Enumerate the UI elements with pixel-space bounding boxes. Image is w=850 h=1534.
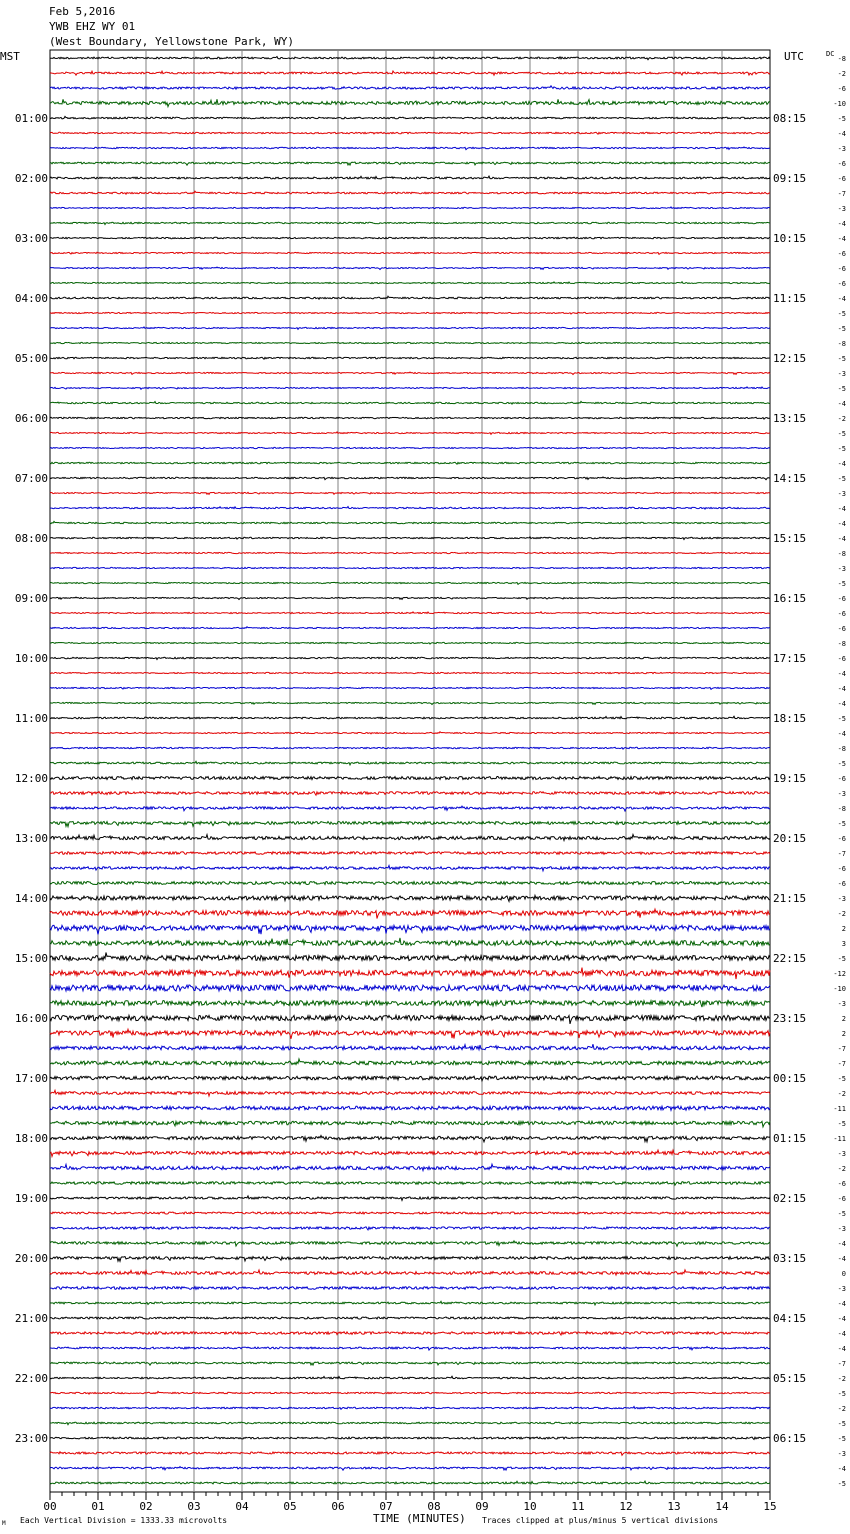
mst-hour-label: 19:00 <box>14 1192 48 1205</box>
mst-hour-label: 23:00 <box>14 1432 48 1445</box>
trace-line <box>50 132 770 134</box>
trace-line <box>50 1121 770 1127</box>
mst-hour-label: 20:00 <box>14 1252 48 1265</box>
dc-offset-label: -12 <box>833 970 846 978</box>
header-location: (West Boundary, Yellowstone Park, WY) <box>49 35 295 48</box>
trace-line <box>50 1029 770 1038</box>
mst-hour-label: 15:00 <box>14 952 48 965</box>
dc-offset-label: -4 <box>837 1315 846 1323</box>
utc-hour-label: 01:15 <box>773 1132 807 1145</box>
trace-line <box>50 267 770 270</box>
x-tick-label: 03 <box>187 1500 201 1513</box>
trace-line <box>50 761 770 765</box>
plot-frame <box>50 50 770 1492</box>
trace-line <box>50 747 770 749</box>
trace-line <box>50 1422 770 1425</box>
trace-line <box>50 672 770 674</box>
trace-line <box>50 1196 770 1201</box>
dc-offset-label: -6 <box>837 160 846 168</box>
dc-offset-label: 2 <box>841 925 846 933</box>
dc-offset-label: -2 <box>837 1090 846 1098</box>
mst-hour-label: 07:00 <box>14 472 48 485</box>
trace-line <box>50 327 770 329</box>
mst-hour-label: 05:00 <box>14 352 48 365</box>
trace-line <box>50 372 770 375</box>
trace-line <box>50 387 770 389</box>
trace-line <box>50 432 770 434</box>
dc-offset-label: -2 <box>837 1375 846 1383</box>
dc-offset-label: -7 <box>837 1360 846 1368</box>
dc-offset-label: -5 <box>837 115 846 123</box>
utc-label: UTC <box>784 50 804 63</box>
dc-offset-label: -2 <box>837 1165 846 1173</box>
dc-offset-label: -7 <box>837 190 846 198</box>
dc-offset-label: -7 <box>837 850 846 858</box>
dc-offset-label: -8 <box>837 805 846 813</box>
dc-offset-label: -3 <box>837 490 846 498</box>
dc-offset-label: -7 <box>837 1060 846 1068</box>
trace-line <box>50 1015 770 1024</box>
dc-offset-label: -5 <box>837 1420 846 1428</box>
dc-offset-label: -4 <box>837 1240 846 1248</box>
header-date: Feb 5,2016 <box>49 5 116 18</box>
trace-line <box>50 597 770 600</box>
trace-line <box>50 582 770 584</box>
dc-offset-label: -4 <box>837 670 846 678</box>
dc-offset-label: -2 <box>837 910 846 918</box>
trace-line <box>50 1150 770 1156</box>
mst-hour-label: 01:00 <box>14 112 48 125</box>
dc-offset-label: -4 <box>837 130 846 138</box>
dc-offset-label: -4 <box>837 235 846 243</box>
trace-line <box>50 627 770 629</box>
mst-hour-label: 12:00 <box>14 772 48 785</box>
mst-hour-label: 21:00 <box>14 1312 48 1325</box>
dc-offset-label: -6 <box>837 1180 846 1188</box>
dc-label: DC <box>826 50 835 58</box>
dc-offset-label: -10 <box>833 985 846 993</box>
trace-line <box>50 521 770 523</box>
utc-hour-label: 14:15 <box>773 472 807 485</box>
x-tick-label: 09 <box>475 1500 489 1513</box>
utc-hour-label: 10:15 <box>773 232 807 245</box>
utc-hour-label: 20:15 <box>773 832 807 845</box>
trace-line <box>50 732 770 734</box>
dc-offset-label: -4 <box>837 1345 846 1353</box>
dc-offset-label: -5 <box>837 475 846 483</box>
trace-line <box>50 866 770 871</box>
mst-hour-label: 16:00 <box>14 1012 48 1025</box>
trace-line <box>50 417 770 419</box>
dc-offset-label: -5 <box>837 355 846 363</box>
dc-offset-label: -4 <box>837 460 846 468</box>
mst-hour-label: 03:00 <box>14 232 48 245</box>
dc-offset-label: -6 <box>837 880 846 888</box>
dc-offset-label: -5 <box>837 445 846 453</box>
dc-offset-label: -3 <box>837 205 846 213</box>
dc-offset-label: -4 <box>837 1465 846 1473</box>
dc-offset-label: -4 <box>837 730 846 738</box>
trace-line <box>50 1362 770 1365</box>
trace-line <box>50 312 770 314</box>
corner-mark: M <box>2 1520 6 1527</box>
dc-offset-label: -11 <box>833 1135 846 1143</box>
dc-offset-label: -10 <box>833 100 846 108</box>
trace-line <box>50 835 770 841</box>
trace-line <box>50 207 770 209</box>
utc-hour-label: 19:15 <box>773 772 807 785</box>
dc-offset-label: -6 <box>837 865 846 873</box>
trace-line <box>50 552 770 553</box>
trace-line <box>50 806 770 811</box>
x-tick-label: 08 <box>427 1500 441 1513</box>
dc-offset-label: -5 <box>837 1435 846 1443</box>
trace-line <box>50 687 770 689</box>
trace-line <box>50 1287 770 1290</box>
dc-offset-label: -6 <box>837 1195 846 1203</box>
trace-line <box>50 791 770 795</box>
utc-hour-label: 00:15 <box>773 1072 807 1085</box>
dc-offset-label: -2 <box>837 1405 846 1413</box>
clip-note: Traces clipped at plus/minus 5 vertical divisions <box>482 1516 719 1525</box>
dc-offset-label: 0 <box>841 1270 846 1278</box>
trace-line <box>50 86 770 89</box>
dc-offset-label: -3 <box>837 895 846 903</box>
trace-line <box>50 492 770 494</box>
trace-line <box>50 1391 770 1394</box>
utc-hour-label: 13:15 <box>773 412 807 425</box>
dc-offset-label: -8 <box>837 550 846 558</box>
dc-offset-label: -7 <box>837 1045 846 1053</box>
trace-line <box>50 116 770 118</box>
trace-line <box>50 642 770 644</box>
x-tick-label: 11 <box>571 1500 585 1513</box>
dc-offset-label: -4 <box>837 520 846 528</box>
dc-offset-label: -6 <box>837 250 846 258</box>
dc-offset-label: -5 <box>837 760 846 768</box>
mst-hour-label: 13:00 <box>14 832 48 845</box>
trace-line <box>50 1090 770 1096</box>
trace-line <box>50 447 770 448</box>
trace-line <box>50 1256 770 1261</box>
trace-line <box>50 938 770 947</box>
trace-line <box>50 1407 770 1410</box>
trace-line <box>50 925 770 934</box>
dc-offset-label: -6 <box>837 85 846 93</box>
mst-hour-label: 10:00 <box>14 652 48 665</box>
trace-line <box>50 821 770 826</box>
trace-line <box>50 57 770 60</box>
trace-line <box>50 1437 770 1440</box>
trace-line <box>50 462 770 464</box>
dc-offset-label: -6 <box>837 175 846 183</box>
mst-hour-label: 09:00 <box>14 592 48 605</box>
dc-offset-label: -8 <box>837 745 846 753</box>
trace-line <box>50 252 770 254</box>
trace-line <box>50 1481 770 1484</box>
trace-line <box>50 1347 770 1351</box>
mst-hour-label: 08:00 <box>14 532 48 545</box>
trace-line <box>50 237 770 239</box>
mst-hour-label: 06:00 <box>14 412 48 425</box>
utc-hour-label: 21:15 <box>773 892 807 905</box>
dc-offset-label: -5 <box>837 325 846 333</box>
utc-hour-label: 23:15 <box>773 1012 807 1025</box>
trace-line <box>50 282 770 284</box>
mst-hour-label: 04:00 <box>14 292 48 305</box>
trace-line <box>50 882 770 885</box>
trace-line <box>50 1182 770 1185</box>
x-tick-label: 14 <box>715 1500 729 1513</box>
mst-hour-label: 17:00 <box>14 1072 48 1085</box>
dc-offset-label: 2 <box>841 1015 846 1023</box>
dc-offset-label: -3 <box>837 1450 846 1458</box>
x-tick-label: 00 <box>43 1500 57 1513</box>
mst-hour-label: 22:00 <box>14 1372 48 1385</box>
dc-offset-label: -3 <box>837 565 846 573</box>
trace-line <box>50 357 770 359</box>
dc-offset-label: 3 <box>841 940 846 948</box>
x-tick-label: 07 <box>379 1500 393 1513</box>
trace-line <box>50 1467 770 1471</box>
x-tick-label: 01 <box>91 1500 105 1513</box>
x-tick-label: 10 <box>523 1500 537 1513</box>
dc-offset-label: -5 <box>837 1120 846 1128</box>
trace-line <box>50 147 770 150</box>
mst-label: MST <box>0 50 20 63</box>
utc-hour-label: 02:15 <box>773 1192 807 1205</box>
trace-line <box>50 909 770 918</box>
dc-offset-label: -5 <box>837 430 846 438</box>
dc-offset-label: -2 <box>837 415 846 423</box>
trace-line <box>50 1164 770 1170</box>
utc-hour-label: 05:15 <box>773 1372 807 1385</box>
trace-line <box>50 401 770 404</box>
dc-offset-label: -6 <box>837 835 846 843</box>
trace-line <box>50 477 770 480</box>
utc-hour-label: 08:15 <box>773 112 807 125</box>
dc-offset-label: -6 <box>837 610 846 618</box>
trace-line <box>50 968 770 979</box>
trace-line <box>50 953 770 961</box>
trace-line <box>50 895 770 901</box>
dc-offset-label: -4 <box>837 1330 846 1338</box>
trace-line <box>50 71 770 75</box>
utc-hour-label: 03:15 <box>773 1252 807 1265</box>
trace-line <box>50 777 770 780</box>
mst-hour-label: 02:00 <box>14 172 48 185</box>
dc-offset-label: -4 <box>837 685 846 693</box>
trace-line <box>50 1106 770 1110</box>
dc-offset-label: -5 <box>837 1390 846 1398</box>
trace-line <box>50 1059 770 1066</box>
trace-line <box>50 1136 770 1142</box>
dc-offset-label: -6 <box>837 775 846 783</box>
dc-offset-label: -6 <box>837 625 846 633</box>
trace-line <box>50 1376 770 1379</box>
dc-offset-label: -3 <box>837 1225 846 1233</box>
x-tick-label: 13 <box>667 1500 681 1513</box>
trace-line <box>50 852 770 855</box>
mst-hour-label: 14:00 <box>14 892 48 905</box>
utc-hour-label: 06:15 <box>773 1432 807 1445</box>
trace-line <box>50 191 770 194</box>
trace-line <box>50 222 770 224</box>
trace-line <box>50 1331 770 1335</box>
trace-line <box>50 1317 770 1319</box>
trace-line <box>50 612 770 614</box>
dc-offset-label: -3 <box>837 1000 846 1008</box>
dc-offset-label: -5 <box>837 820 846 828</box>
trace-line <box>50 702 770 705</box>
trace-line <box>50 1301 770 1305</box>
dc-offset-label: -4 <box>837 295 846 303</box>
dc-offset-label: -3 <box>837 1285 846 1293</box>
x-tick-label: 04 <box>235 1500 249 1513</box>
trace-line <box>50 99 770 106</box>
dc-offset-label: -2 <box>837 70 846 78</box>
mst-hour-label: 11:00 <box>14 712 48 725</box>
dc-offset-label: -4 <box>837 400 846 408</box>
trace-line <box>50 1044 770 1050</box>
dc-offset-label: -8 <box>837 340 846 348</box>
utc-hour-label: 18:15 <box>773 712 807 725</box>
dc-offset-label: -4 <box>837 535 846 543</box>
trace-line <box>50 507 770 510</box>
dc-offset-label: -4 <box>837 1255 846 1263</box>
x-tick-label: 12 <box>619 1500 633 1513</box>
utc-hour-label: 12:15 <box>773 352 807 365</box>
trace-line <box>50 1270 770 1275</box>
dc-offset-label: -5 <box>837 1210 846 1218</box>
utc-hour-label: 22:15 <box>773 952 807 965</box>
dc-offset-label: -5 <box>837 1075 846 1083</box>
x-axis-title: TIME (MINUTES) <box>373 1512 466 1525</box>
trace-line <box>50 1241 770 1246</box>
utc-hour-label: 17:15 <box>773 652 807 665</box>
utc-hour-label: 16:15 <box>773 592 807 605</box>
x-tick-label: 02 <box>139 1500 153 1513</box>
trace-line <box>50 1212 770 1214</box>
utc-hour-label: 11:15 <box>773 292 807 305</box>
dc-offset-label: -5 <box>837 310 846 318</box>
utc-hour-label: 15:15 <box>773 532 807 545</box>
dc-offset-label: -8 <box>837 55 846 63</box>
dc-offset-label: -5 <box>837 1480 846 1488</box>
dc-offset-label: -6 <box>837 265 846 273</box>
trace-line <box>50 296 770 299</box>
trace-line <box>50 567 770 569</box>
dc-offset-label: -3 <box>837 370 846 378</box>
trace-line <box>50 985 770 991</box>
dc-offset-label: -5 <box>837 955 846 963</box>
dc-offset-label: -11 <box>833 1105 846 1113</box>
trace-line <box>50 176 770 179</box>
mst-hour-label: 18:00 <box>14 1132 48 1145</box>
trace-line <box>50 1000 770 1007</box>
trace-line <box>50 342 770 344</box>
header-station: YWB EHZ WY 01 <box>49 20 136 33</box>
x-tick-label: 05 <box>283 1500 297 1513</box>
x-tick-label: 06 <box>331 1500 345 1513</box>
dc-offset-label: -4 <box>837 1300 846 1308</box>
dc-offset-label: -5 <box>837 715 846 723</box>
dc-offset-label: -6 <box>837 280 846 288</box>
utc-hour-label: 09:15 <box>773 172 807 185</box>
trace-line <box>50 1076 770 1081</box>
scale-note: Each Vertical Division = 1333.33 microvolts <box>20 1516 228 1525</box>
x-tick-label: 15 <box>763 1500 777 1513</box>
dc-offset-label: -8 <box>837 640 846 648</box>
dc-offset-label: -3 <box>837 1150 846 1158</box>
trace-line <box>50 162 770 165</box>
dc-offset-label: 2 <box>841 1030 846 1038</box>
trace-line <box>50 657 770 659</box>
utc-hour-label: 04:15 <box>773 1312 807 1325</box>
dc-offset-label: -5 <box>837 580 846 588</box>
dc-offset-label: -6 <box>837 655 846 663</box>
dc-offset-label: -3 <box>837 790 846 798</box>
dc-offset-label: -4 <box>837 220 846 228</box>
dc-offset-label: -5 <box>837 385 846 393</box>
dc-offset-label: -4 <box>837 700 846 708</box>
dc-offset-label: -4 <box>837 505 846 513</box>
dc-offset-label: -3 <box>837 145 846 153</box>
trace-line <box>50 1452 770 1456</box>
dc-offset-label: -6 <box>837 595 846 603</box>
trace-line <box>50 537 770 540</box>
trace-line <box>50 716 770 719</box>
trace-line <box>50 1227 770 1230</box>
